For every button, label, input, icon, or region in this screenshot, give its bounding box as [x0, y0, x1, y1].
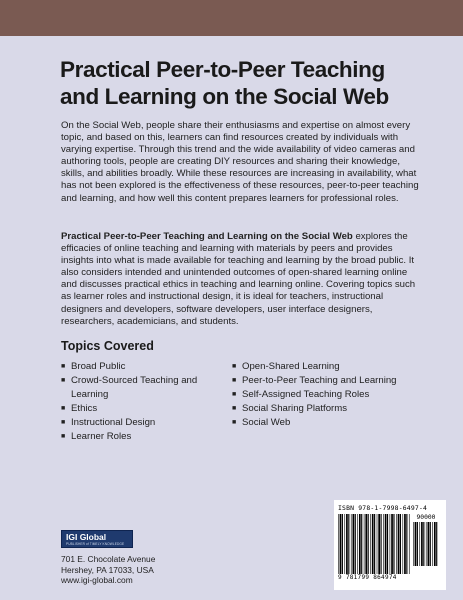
barcode-bar [338, 514, 339, 574]
barcode-bar [415, 522, 417, 566]
barcode-bar [387, 514, 388, 574]
barcode-bar [413, 522, 414, 566]
barcode-bar [419, 522, 420, 566]
barcode-bar [348, 514, 349, 574]
barcode-bar [381, 514, 382, 574]
bullet-icon: ■ [232, 405, 237, 412]
publisher-block [61, 530, 211, 586]
barcode-bar [368, 514, 369, 574]
topic-item: ■ Social Sharing Platforms [232, 403, 348, 414]
barcode-bar [370, 514, 371, 574]
barcode-bar [346, 514, 348, 574]
barcode-bar [404, 514, 406, 574]
barcode-bar [353, 514, 355, 574]
barcode-bar [342, 514, 343, 574]
barcode-bar [383, 514, 384, 574]
description-text: explores the efficacies of online teaching and learning with materials by peers and provides insights into what is made available for teaching and learning by the broad public. It also considers intended and unintended outcomes of open-shared learning online and discusses practical ethics in teaching and learning online. Covering topics such as learner roles and instructional design, it is ideal for teachers, instructional designers and developers, software developers, user interface designers, researchers, academicians, and students. [61, 231, 416, 327]
bullet-icon: ■ [61, 404, 66, 412]
igi-global-logo [61, 530, 133, 548]
topics-heading: Topics Covered [61, 339, 154, 353]
topic-item: ■ Self-Assigned Teaching Roles [232, 389, 370, 400]
ean-digits: 9 781799 864974 [338, 574, 397, 581]
barcode-bar [344, 514, 345, 574]
topic-item: ■ Learner Roles [61, 430, 132, 442]
barcode-bar [355, 514, 356, 574]
intro-paragraph: On the Social Web, people share their enthusiasms and expertise on almost every topic, and based on this, learners can find resources created by individuals with varying expertise. Through this trend and the wide availability of video cameras and authoring tools, people are creating DIY resources and sharing their knowledge, skills, and abilities broadly. While these resources are increasing in availability, what has not been explored is the effectiveness of these resources, peer-to-peer teaching and learning, and how well this content prepares learners for professional roles. [61, 120, 419, 204]
topic-item: ■ Instructional Design [61, 416, 156, 428]
book-title: Practical Peer-to-Peer Teaching and Learning on the Social Web [60, 57, 389, 109]
topic-item: ■ Broad Public [61, 361, 126, 372]
topic-item: ■ Open-Shared Learning [232, 361, 340, 372]
logo-tagline: PUBLISHER of TIMELY KNOWLEDGE [66, 541, 125, 546]
isbn-label: ISBN 978-1-7998-6497-4 [338, 504, 428, 512]
barcode-bar [421, 522, 423, 566]
barcode-bar [357, 514, 358, 574]
barcode-bar [430, 522, 431, 566]
bullet-icon: ■ [61, 363, 66, 370]
barcode-bar [351, 514, 352, 574]
bullet-icon: ■ [232, 419, 237, 426]
isbn-barcode [334, 500, 446, 590]
barcode-bar [400, 514, 401, 574]
logo-name: IGI Global [66, 531, 107, 542]
barcode-bar [426, 522, 427, 566]
bullet-icon: ■ [61, 418, 66, 426]
topics-list-right [232, 360, 422, 430]
barcode-bar [361, 514, 362, 574]
barcode-bar [432, 522, 433, 566]
barcode-bar [406, 514, 407, 574]
barcode-bar [390, 514, 391, 574]
barcode-bar [385, 514, 387, 574]
bullet-icon: ■ [232, 391, 237, 398]
barcode-bar [372, 514, 374, 574]
bullet-icon: ■ [232, 377, 237, 384]
barcode-bar [391, 514, 393, 574]
barcode-addon-number: 90000 [416, 514, 436, 521]
addon-barcode-icon [413, 522, 439, 566]
topics-list-left [61, 360, 201, 444]
barcode-bar [417, 522, 418, 566]
barcode-bar [403, 514, 404, 574]
address-line: Hershey, PA 17033, USA [61, 564, 154, 575]
description-paragraph [61, 231, 421, 328]
publisher-website: www.igi-global.com [61, 575, 133, 585]
barcode-bar [423, 522, 424, 566]
barcode-bar [434, 522, 436, 566]
barcode-bar [377, 514, 378, 574]
barcode-bar [340, 514, 342, 574]
barcode-bar [396, 514, 397, 574]
barcode-bar [365, 514, 367, 574]
bullet-icon: ■ [61, 377, 66, 384]
description-bold-title: Practical Peer-to-Peer Teaching and Learning on the Social Web [61, 231, 353, 242]
bullet-icon: ■ [61, 432, 66, 440]
topic-item: ■ Social Web [232, 417, 291, 428]
barcode-bar [436, 522, 437, 566]
publisher-address [61, 554, 211, 586]
barcode-bar [374, 514, 375, 574]
barcode-bar [428, 522, 430, 566]
barcode-bar [359, 514, 361, 574]
address-line: 701 E. Chocolate Avenue [61, 554, 156, 564]
barcode-bar [409, 514, 410, 574]
topic-item: ■ Ethics [61, 402, 98, 414]
top-color-band [0, 0, 463, 36]
bullet-icon: ■ [232, 363, 237, 370]
ean-barcode-icon [338, 514, 410, 574]
barcode-bar [364, 514, 365, 574]
barcode-bar [393, 514, 394, 574]
topic-item: ■ Peer-to-Peer Teaching and Learning [232, 375, 397, 386]
topic-item: ■ Crowd-Sourced Teaching and Learning [61, 375, 198, 400]
barcode-bar [398, 514, 400, 574]
barcode-bar [378, 514, 380, 574]
